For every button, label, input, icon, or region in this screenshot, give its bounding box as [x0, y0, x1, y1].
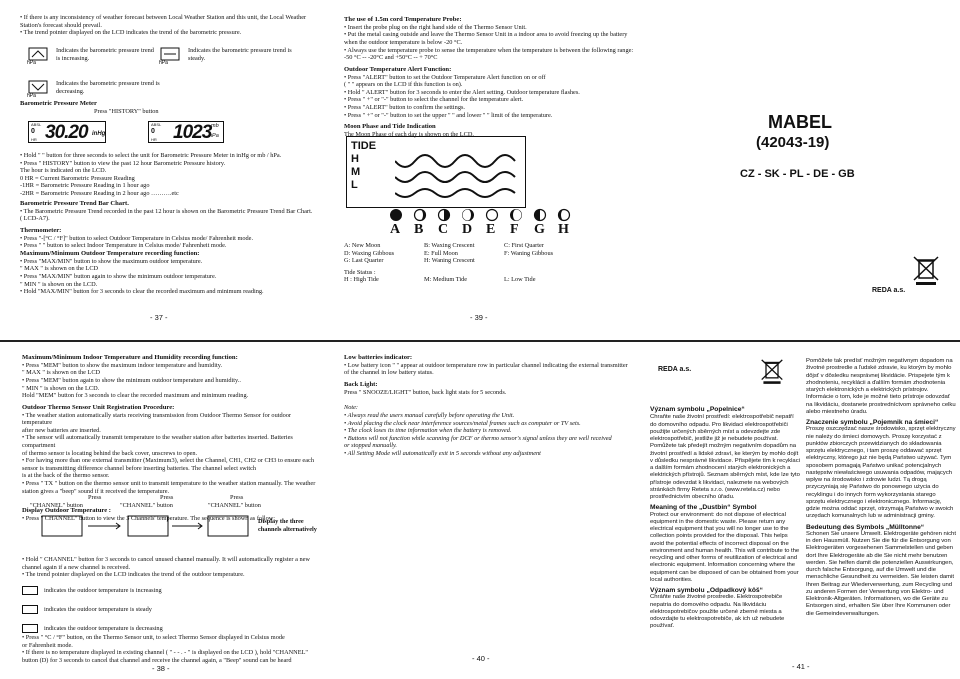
text-line: " MIN " is shown on the LCD.: [22, 384, 100, 392]
page-number: - 38 -: [152, 664, 170, 673]
legend-item: A: New Moon: [344, 242, 381, 249]
page-40: [338, 344, 644, 679]
tide-status-item: M: Medium Tide: [424, 276, 468, 284]
text-line: -1HR = Barometric Pressure Reading in 1 hour ago: [20, 182, 150, 190]
text-line: • Press " +" or "-" button to select the channel for the temperature alert.: [344, 96, 524, 104]
baro-meter-title: Barometric Pressure Meter: [20, 100, 97, 107]
note-title: Note:: [344, 404, 358, 412]
text-line: • Press " TX " button on the thermo sensor unit to transmit temperature to the weather station manually. The weather: [22, 479, 316, 487]
text-line: • The trend pointer displayed on the LCD indicates the trend of the outdoor temperature.: [22, 571, 245, 579]
trend-down-row: [26, 80, 176, 98]
text-line: after new batteries are inserted.: [22, 426, 101, 434]
lcd-inhg: [28, 121, 106, 143]
legend-item: C: First Quarter: [504, 242, 544, 249]
section-text: Schonen Sie unsere Umwelt. Elektrogeräte gehören nicht in den Hausmüll. Nutzen Sie die für die Entsorgung von Elektrogeräten vorgesehenen Sammelstellen und geben dort Ihre Elektrogeräte ab die Sie nicht mehr benutzen werden. Sie helfen damit die potenziellen Auswirkungen, durch falsche Entsorgung, auf die Umwelt und die menschliche Gesundheit zu vermeiden. Sie leisten damit Ihren Beitrag zur Wiederverwertung, zum Recycling und zu anderen Formen der Verwertung von Elektro- und Elektronik-Altgeräten. Informationen, wo die Geräte zu Entsorgen sind, erhalten Sie über Ihre Kommunen oder die Gemeindeverwaltungen.: [806, 530, 956, 617]
text-line: channel again if a new channel is received.: [22, 563, 131, 571]
reda-label: REDA a.s.: [658, 366, 692, 373]
text-line: • Put the metal casing outside and leave the Thermo Sensor Unit in a indoor area to avoid freezing up the battery: [344, 31, 628, 39]
trend-steady-icon: [22, 605, 38, 614]
display-three-label: Display the three: [258, 518, 304, 525]
registration-title: Outdoor Thermo Sensor Unit Registration Procedure:: [22, 403, 175, 411]
reda-label: REDA a.s.: [872, 287, 906, 294]
trend-text: indicates the outdoor temperature is decreasing: [44, 624, 163, 632]
text-line: • Press " " button to select Indoor Temperature in Celsius mode/ Fahrenheit mode.: [20, 242, 227, 250]
page-number: - 39 -: [470, 313, 488, 322]
section-text: Proszę oszczędzać nasze środowisko, sprzęt elektryczny nie należy do śmieci domowych. Proszę korzystać z punktów zbiorczych przewidzianych do składowania sprzętu elektrycznego, i tam proszę oddawać sprzęt elektryczny, którego już nie będą Państwo używać. Tym sposobem pomagają Państwo unikać potencjalnych następstw niewłaściwego usuwania odpadów, mających wpływ na środowisko i zdrowie ludzi. Tą drogą przyczyniają się Państwo do ponownego użycia do recyklingu i do innych form wykorzystania starego sprzętu elektrycznego i elektronicznego. Informację, gdzie można oddać sprzęt, otrzymają Państwo w swoich urzędach komunalnych lub w administracji gminy.: [806, 426, 956, 520]
legend-item: B: Waxing Crescent: [424, 242, 475, 249]
note-line: • All Setting Mode will automatically exit in 5 seconds without any adjustment: [344, 449, 541, 457]
press-label: Press: [230, 494, 244, 501]
text-line: ( " " appears on the LCD if this function is on).: [344, 81, 463, 89]
tide-diagram: [346, 136, 526, 208]
lcd-hour: 0: [31, 128, 35, 135]
section-title: Meaning of the „Dustbin“ Symbol: [650, 504, 757, 512]
lcd-pressure-value: 1023: [173, 122, 212, 143]
text-line: • Press "MEM" button to show the maximum indoor temperature and humidity.: [22, 361, 223, 369]
phase-letter: E: [486, 222, 496, 237]
text-line: button (D) for 3 seconds to cancel that channel and receive the channel again, a "Beep" sound can be heard: [22, 656, 292, 664]
section-text: Chraňte naše životní prostředí: elektrospotřebič nepatří do domovního odpadu. Pro likvidaci elektrospotřebiči použijte určených sběrných míst a odevzdejte zde elektrospotřebič, jestliže již je nebudete používat. Pomůžete tak předejít možným negativním dopadům na životní prostředí a lidské zdraví, ke kterým by mohlo dojít v důsledku nesprávné likvidace. Přispějete tím k recyklaci a dalším formám zhodnocení starých elektronických a elektrických přístrojů. Seznam sběrných míst, kde lze tyto přístroje odevzdat k likvidaci, naleznete na webových stránkách firmy Reteta s.r.o. (www.retela.cz) nebo prostřednictvím obecního úřadu.: [650, 414, 800, 500]
section-text: Protect our environment: do not dispose of electrical equipment in the domestic waste. Please return any electrical equipment that you will no longer use to the collection points provided for the disposal. This helps avoid the potential effects of incorrect disposal on the environment and human health. This will contribute to the recycling and other forms of reutilization of electrical and electronic equipment. Information concerning where the equipment can be disposed of can be obtained from your local authorities.: [650, 511, 800, 583]
text-line: • Press " °C / °F" button, on the Thermo Sensor unit, to select Thermo Sensor displayed in Celsius mode: [22, 634, 285, 641]
crossed-bin-icon: [760, 358, 784, 384]
tide-label-medium: M: [351, 166, 361, 178]
lcd-pressure-value: 30.20: [45, 122, 88, 143]
trend-up-row: [26, 47, 166, 65]
moon-title: Moon Phase and Tide Indication: [344, 123, 436, 131]
crossed-bin-icon: [912, 255, 940, 285]
lcd-unit: hPa: [209, 133, 219, 139]
svg-text:hPa: hPa: [159, 60, 168, 65]
channels-alt-label: channels alternatively: [258, 525, 317, 533]
phase-letter: B: [414, 222, 424, 237]
bullet-line: • The trend pointer displayed on the LCD indicates the trend of the barometric pressure.: [20, 29, 242, 37]
page-number: - 37 -: [150, 313, 168, 322]
legend-item: F: Waning Gibbous: [504, 249, 554, 257]
section-title: Bedeutung des Symbols „Mülltonne“: [806, 523, 925, 531]
trend-steady-icon: [158, 47, 182, 65]
trend-row: [22, 586, 322, 595]
text-line: " MAX " is shown on the LCD: [20, 265, 99, 273]
text-line: or Fahrenheit mode.: [22, 641, 73, 649]
tide-status-title: Tide Status :: [344, 268, 376, 276]
section-title: Znaczenie symbolu „Pojemnik na śmieci“: [806, 419, 939, 426]
trend-row: [22, 605, 322, 614]
text-line: • Hold " ALERT" button for 3 seconds to enter the Alert setting. Outdoor temperature flashes.: [344, 88, 580, 96]
text-line: • Insert the probe plug on the right hand side of the Thermo Sensor Unit.: [344, 23, 527, 31]
brand-name: MABEL: [768, 112, 832, 132]
trend-up-icon: [26, 47, 50, 65]
trend-increasing-icon: [22, 586, 38, 595]
hold-lines: [20, 152, 312, 198]
page-number: - 40 -: [472, 654, 490, 663]
text-line: • Press "ALERT" button to set the Outdoor Temperature Alert function on or off: [344, 73, 546, 81]
channel-label: "CHANNEL" button: [208, 502, 261, 509]
text-line: of thermo sensor is locating behind the back cover, unscrews to open.: [22, 449, 198, 457]
languages: CZ - SK - PL - DE - GB: [740, 168, 855, 180]
text-line: • Press "-[°C / °F]" button to select Outdoor Temperature in Celsius mode/ Fahrenheit mode.: [20, 234, 254, 242]
text-line: -50 °C -- -20°C and +50°C -- + 70°C: [344, 54, 438, 62]
svg-text:hPa: hPa: [27, 93, 36, 98]
channel-sequence: [30, 494, 330, 554]
tide-status-item: L: Low Tide: [504, 276, 536, 284]
text-line: station gives a "beep" sound if it received the temperature.: [22, 487, 170, 495]
text-line: • Hold " CHANNEL" button for 3 seconds to cancel unused channel manually. It will automatically register a new: [22, 556, 310, 563]
bullet-line: • If there is any inconsistency of weather forecast between Local Weather Station and this unit, the Local Weather Station's forecast should prevail.: [20, 14, 307, 29]
phase-letters: [390, 222, 590, 238]
text-line: • Hold " " button for three seconds to select the unit for Barometric Pressure Meter in inHg or mb / hPa.: [20, 152, 282, 159]
maxmin-title: Maximum/Minimum Outdoor Temperature recording function:: [20, 249, 200, 257]
channel-label: "CHANNEL" button: [120, 502, 173, 509]
text-line: • Press "MEM" button again to show the minimum outdoor temperature and humidity..: [22, 376, 241, 384]
note-line: or stopped manually.: [344, 442, 397, 450]
lcd-label: HR: [151, 137, 157, 142]
text-line: 0 HR = Current Barometric Pressure Reading: [20, 174, 135, 182]
svg-text:hPa: hPa: [27, 60, 36, 65]
trend-bar-title: Barometric Pressure Trend Bar Chart.: [20, 200, 129, 207]
tide-label-high: H: [351, 153, 359, 165]
text-line: • For having more than one external transmitter (Maximum3), select the Channel, CH1, CH2 or CH3 to ensure each: [22, 457, 314, 465]
page-38: [0, 344, 330, 679]
section-title: Význam symbolu „Odpadkový kôš“: [650, 587, 763, 594]
press-label: Press: [160, 494, 174, 501]
model-number: (42043-19): [756, 134, 830, 151]
legend-item: E: Full Moon: [424, 249, 458, 257]
history-button-text: Press "HISTORY" button: [94, 108, 159, 115]
page-divider: [0, 340, 960, 342]
lowbat-title: Low batteries indicator:: [344, 354, 413, 361]
text-line: -2HR = Barometric Pressure Reading in 2 hour ago ……….etc: [20, 189, 179, 197]
cover-page: [650, 0, 960, 330]
trend-text: indicates the outdoor temperature is increasing: [44, 586, 162, 594]
text-line: Hold "MEM" button for 3 seconds to clear the recorded maximum and minimum reading.: [22, 392, 249, 400]
legend-item: G: Last Quarter: [344, 257, 384, 265]
trend-text: indicates the outdoor temperature is steady: [44, 605, 152, 613]
page-39: [336, 0, 642, 330]
legend-item: H: Waning Crescent: [424, 257, 475, 265]
text-line: " MAX " is shown on the LCD: [22, 369, 101, 377]
maxmin-indoor-title: Maximum/Minimum Indoor Temperature and Humidity recording function:: [22, 354, 238, 361]
thermo-title: Thermometer:: [20, 226, 62, 234]
tide-label: TIDE: [351, 140, 377, 152]
text-line: sensor is transmitting difference channel before inserting batteries. The channel select switch: [22, 464, 257, 472]
lcd-hpa: [148, 121, 224, 143]
press-label: Press: [88, 494, 102, 501]
trend-down-text: Indicates the barometric pressure trend is decreasing.: [56, 80, 160, 95]
text-line: • Low battery icon " " appear at outdoor temperature row in particular channel indicating the external transmitter: [344, 361, 628, 369]
text-line: • Press "MAX/MIN" button to show the maximum outdoor temperature.: [20, 257, 203, 265]
text-line: of the channel in low battery status.: [344, 369, 434, 377]
trend-steady-text: Indicates the barometric pressure trend is steady.: [188, 47, 292, 62]
lcd-unit: mb: [211, 123, 219, 129]
channel-label: "CHANNEL" button: [30, 502, 83, 509]
note-line: • The clock loses its time information when the battery is removed.: [344, 427, 512, 435]
moon-subtitle: The Moon Phase of each day is shown on the LCD.: [344, 130, 474, 138]
text-line: The hour is indicated on the LCD.: [20, 167, 107, 175]
probe-title: The use of 1.5m cord Temperature Probe:: [344, 16, 462, 23]
page-number: - 41 -: [792, 662, 810, 671]
lcd-hour: 0: [151, 128, 155, 135]
trend-down-icon: [26, 80, 50, 98]
text-line: • Press " +" or "-" button to set the upper " " and lower " " limit of the temperature.: [344, 111, 553, 119]
text-line: • Press "ALERT" button to confirm the settings.: [344, 103, 465, 111]
display-outdoor-title: Display Outdoor Temperature :: [22, 507, 111, 515]
lcd-label: HR: [31, 137, 37, 142]
text-line: • Always use the temperature probe to sense the temperature when the temperature is between the following range:: [344, 46, 634, 54]
phase-letter: D: [462, 222, 473, 237]
text-line: ( LCD-A7).: [20, 215, 50, 223]
page-41: [648, 344, 960, 679]
phase-letter: G: [534, 222, 545, 237]
section-text: Pomôžete tak predísť možným negatívnym dopadom na životné prostredie a ľudské zdravie, ku ktorým by mohlo dôjsť v dôsledku nesprávnej likvidácie. Prispejete tým k zhodnoteniu, recyklácii a ďalším formám zhodnotenia starých elektronických a elektrických prístrojov. Informácie o tom, kde je možné tieto prístroje odovzdať na likvidáciu, dostanete prostredníctvom správneho celku alebo miestneho úradu.: [806, 358, 956, 415]
phase-letter: F: [510, 222, 519, 237]
moon-legend: [344, 242, 604, 284]
phase-letter: A: [390, 222, 401, 237]
text-line: • The Barometric Pressure Trend recorded in the past 12 hour is shown on the Barometric Pressure Trend Bar Chart.: [20, 207, 313, 215]
note-line: • Buttons will not function while scanning for DCF or thermo sensor's signal unless they are well received: [344, 434, 612, 442]
lcd-unit: inHg: [92, 131, 106, 137]
tide-wave-graphic: [395, 143, 521, 205]
text-line: when the outdoor temperature is below -20 °C.: [344, 38, 463, 46]
tide-status-item: H : High Tide: [344, 276, 379, 284]
text-line: • The weather station automatically starts receiving transmission from Outdoor Thermo Sensor for outdoor temperature: [22, 411, 292, 427]
text-line: • If there is no temperature displayed in existing channel ( " - - . - " is displayed on the LCD ), hold "CHANNEL": [22, 649, 308, 657]
trend-up-text: Indicates the barometric pressure trend is increasing.: [56, 47, 154, 62]
text-line: • Hold "MAX/MIN" button for 3 seconds to clear the recorded maximum and minimum reading.: [20, 288, 264, 296]
lcd-label: ABSL: [31, 122, 42, 127]
tide-label-low: L: [351, 179, 358, 191]
text-line: " MIN " is shown on the LCD.: [20, 280, 98, 288]
note-line: • Always read the users manual carefully before operating the Unit.: [344, 411, 515, 419]
alert-title: Outdoor Temperature Alert Function:: [344, 65, 452, 73]
channel-lcd-graphics: [40, 514, 250, 540]
text-line: • Press "MAX/MIN" button again to show the minimum outdoor temperature.: [20, 272, 217, 280]
backlight-title: Back Light:: [344, 380, 378, 388]
phase-letter: C: [438, 222, 449, 237]
text-line: Press " SNOOZE/LIGHT" button, back light stats for 5 seconds.: [344, 388, 507, 396]
text-line: • Press " CHANNEL" button to view the 3 Channels' temperature. The sequence is shown as follow:: [22, 514, 276, 522]
phase-letter: H: [558, 222, 569, 237]
section-text: Chráňte naše životné prostredie. Elektrospotrebiče nepatria do domového odpadu. Na likvidáciu elektrospotrebičov použite určené zberné miesta a odovzdajte tu elektrospotrebiče, ak ich už nebudete používať.: [650, 594, 785, 630]
trend-steady-row: [158, 47, 308, 65]
text-line: is at the back of the thermo sensor.: [22, 472, 110, 480]
note-line: • Avoid placing the clock near interference sources/metal frames such as computer or TV sets.: [344, 419, 581, 427]
trend-decreasing-icon: [22, 624, 38, 633]
trend-row: [22, 624, 322, 633]
lcd-label: ABSL: [151, 122, 162, 127]
legend-item: D: Waxing Gibbous: [344, 249, 395, 257]
text-line: • The sensor will automatically transmit temperature to the weather station after batteries inserted. Batteries compartment: [22, 434, 293, 449]
page-37: [0, 0, 320, 330]
section-title: Význam symbolu „Popelnice“: [650, 406, 745, 413]
text-line: • Press " HISTORY" button to view the past 12 hour Barometric Pressure history.: [20, 159, 226, 167]
